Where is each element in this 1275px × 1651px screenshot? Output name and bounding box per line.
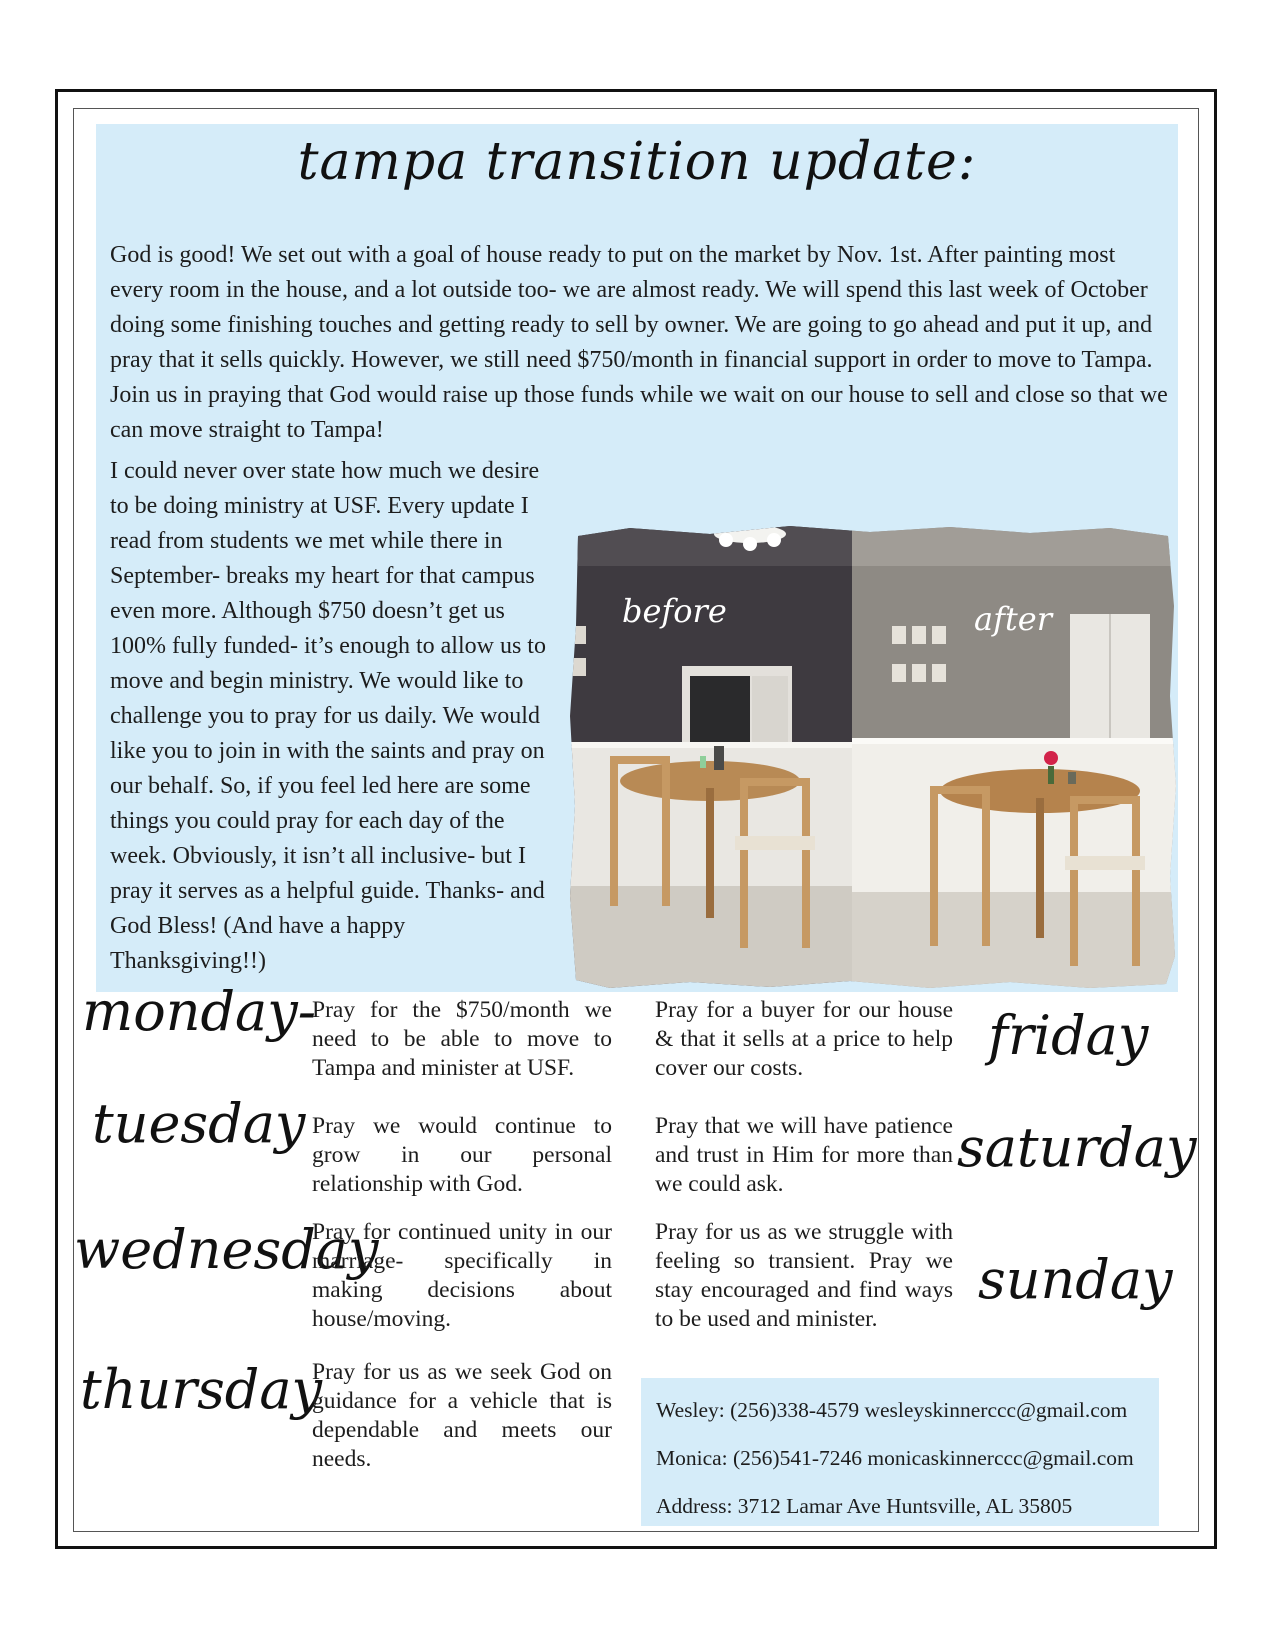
after-label: after: [974, 600, 1053, 638]
day-label-sunday: sunday: [978, 1248, 1173, 1311]
prayer-thursday: Pray for us as we seek God on guidance for a vehicle that is dependable and meets our needs.: [312, 1359, 612, 1472]
contact-box: [641, 1378, 1159, 1526]
day-label-thursday: thursday: [80, 1358, 323, 1421]
contact-wesley: Wesley: (256)338-4579 wesleyskinnerccc@gmail.com: [656, 1398, 1128, 1422]
day-label-saturday: saturday: [957, 1116, 1197, 1179]
prayer-sunday: Pray for us as we struggle with feeling so transient. Pray we stay encouraged and find ways to be used and minister.: [655, 1219, 953, 1332]
day-label-friday: friday: [988, 1004, 1149, 1067]
before-after-photo: [570, 526, 1176, 988]
prayer-friday: Pray for a buyer for our house & that it sells at a price to help cover our costs.: [655, 997, 953, 1081]
prayer-monday: Pray for the $750/month we need to be able to move to Tampa and minister at USF.: [312, 997, 612, 1081]
day-label-wednesday: wednesday: [74, 1218, 379, 1281]
day-label-tuesday: tuesday: [92, 1092, 306, 1155]
ministry-paragraph: I could never over state how much we desire to be doing ministry at USF. Every update I read from students we met while there in September- breaks my heart for that campus even more. Although $750 doesn’t get us 100% fully funded- it’s enough to allow us to move and begin ministry. We would like to challenge you to pray for us daily. We would like you to join in with the saints and pray on our behalf. So, if you feel led here are some things you could pray for each day of the week. Obviously, it isn’t all inclusive- but I pray it serves as a helpful guide. Thanks- and God Bless! (And have a happy Thanksgiving!!): [110, 458, 546, 974]
contact-address: Address: 3712 Lamar Ave Huntsville, AL 35805: [656, 1494, 1073, 1518]
prayer-tuesday: Pray we would continue to grow in our personal relationship with God.: [312, 1113, 612, 1197]
day-label-monday: monday-: [82, 980, 317, 1043]
contact-monica: Monica: (256)541-7246 monicaskinnerccc@gmail.com: [656, 1446, 1134, 1470]
prayer-wednesday: Pray for continued unity in our marriage- specifically in making decisions about house/moving.: [312, 1219, 612, 1332]
newsletter-title: tampa transition update:: [297, 132, 977, 192]
prayer-saturday: Pray that we will have patience and trust in Him for more than we could ask.: [655, 1113, 953, 1197]
before-label: before: [622, 592, 727, 630]
intro-paragraph: God is good! We set out with a goal of house ready to put on the market by Nov. 1st. After painting most every room in the house, and a lot outside too- we are almost ready. We will spend this last week of October doing some finishing touches and getting ready to sell by owner. We are going to go ahead and put it up, and pray that it sells quickly. However, we still need $750/month in financial support in order to move to Tampa. Join us in praying that God would raise up those funds while we wait on our house to sell and close so that we can move straight to Tampa!: [110, 242, 1168, 443]
